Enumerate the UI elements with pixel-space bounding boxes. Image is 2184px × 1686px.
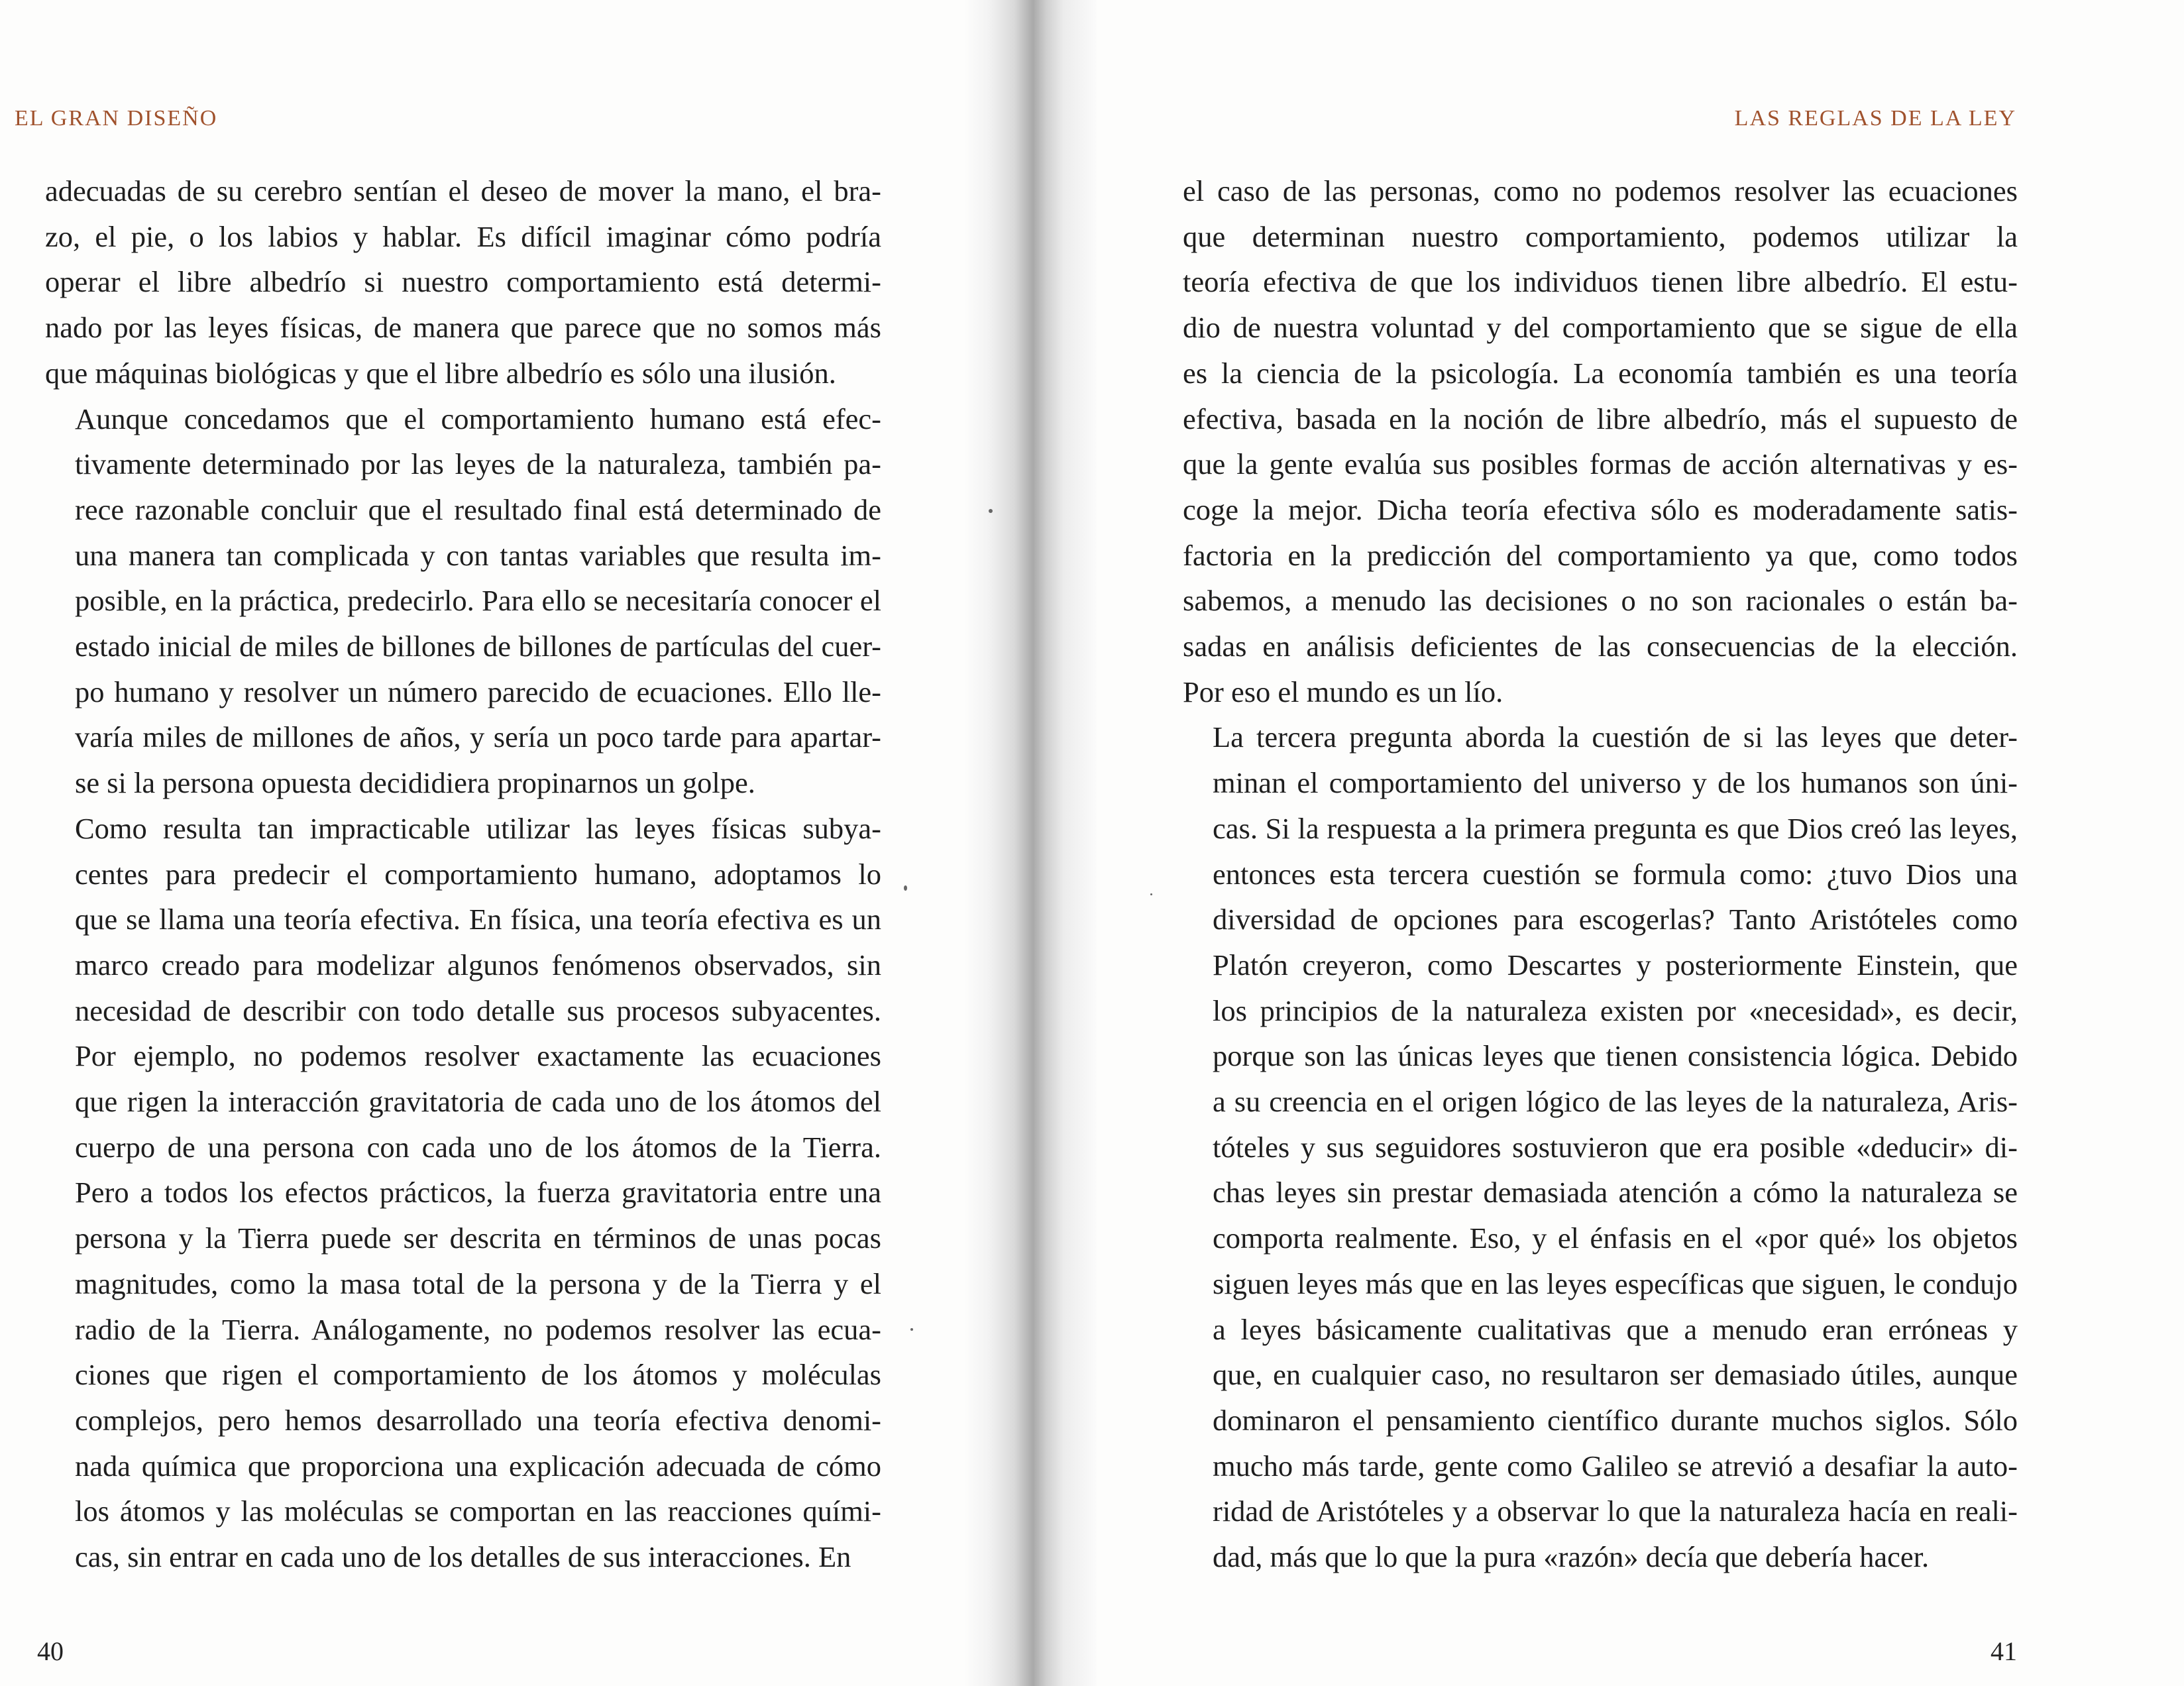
text-line: a leyes básicamente cualitativas que a menudo eran erróneas y — [1213, 1312, 2018, 1346]
text-line: tivamente determinado por las leyes de la naturaleza, también pa- — [75, 447, 881, 481]
text-line: ciones que rigen el comportamiento de los átomos y moléculas — [75, 1358, 881, 1392]
text-line: necesidad de describir con todo detalle sus procesos subyacentes. — [75, 993, 881, 1027]
text-line: mucho más tarde, gente como Galileo se atrevió a desafiar la auto- — [1213, 1449, 2018, 1483]
text-line: dad, más que lo que la pura «razón» decía que debería hacer. — [1213, 1540, 1930, 1574]
text-line: que se llama una teoría efectiva. En física, una teoría efectiva es un — [75, 903, 881, 936]
text-line: estado inicial de miles de billones de billones de partículas del cuer- — [75, 630, 881, 663]
text-line: marco creado para modelizar algunos fenómenos observados, sin — [75, 948, 881, 982]
left-running-head: EL GRAN DISEÑO — [15, 106, 218, 131]
right-page-number: 41 — [1991, 1636, 2017, 1666]
text-line: posible, en la práctica, predecirlo. Para ello se necesitaría conocer el — [75, 584, 881, 618]
text-line: radio de la Tierra. Análogamente, no podemos resolver las ecua- — [75, 1312, 881, 1346]
text-line: siguen leyes más que en las leyes específicas que siguen, le condujo — [1213, 1266, 2018, 1300]
text-line: dominaron el pensamiento científico durante muchos siglos. Sólo — [1213, 1403, 2018, 1437]
text-line: ridad de Aristóteles y a observar lo que la naturaleza hacía en reali- — [1213, 1494, 2018, 1528]
text-line: tóteles y sus seguidores sostuvieron que era posible «deducir» di- — [1213, 1130, 2018, 1164]
text-line: magnitudes, como la masa total de la persona y de la Tierra y el — [75, 1266, 881, 1300]
text-line: que determinan nuestro comportamiento, podemos utilizar la — [1183, 219, 2018, 253]
text-line: persona y la Tierra puede ser descrita en términos de unas pocas — [75, 1221, 881, 1255]
text-line: chas leyes sin prestar demasiada atención a cómo la naturaleza se — [1213, 1176, 2018, 1209]
text-line: factoria en la predicción del comportamiento ya que, como todos — [1183, 538, 2018, 572]
text-line: rece razonable concluir que el resultado final está determinado de — [75, 492, 881, 526]
text-line: entonces esta tercera cuestión se formula como: ¿tuvo Dios una — [1213, 857, 2018, 891]
text-line: comporta realmente. Eso, y el énfasis en el «por qué» los objetos — [1213, 1221, 2018, 1255]
text-line: Pero a todos los efectos prácticos, la fuerza gravitatoria entre una — [75, 1176, 881, 1209]
text-line: cas, sin entrar en cada uno de los detalles de sus interacciones. En — [75, 1540, 851, 1574]
text-line: se si la persona opuesta decididiera propinarnos un golpe. — [75, 766, 755, 800]
paragraph — [1183, 714, 2018, 1579]
text-line: zo, el pie, o los labios y hablar. Es difícil imaginar cómo podría — [45, 219, 881, 253]
text-line: porque son las únicas leyes que tienen consistencia lógica. Debido — [1213, 1039, 2018, 1073]
right-page-body-text — [1183, 168, 2018, 1580]
text-line: una manera tan complicada y con tantas variables que resulta im- — [75, 538, 881, 572]
text-line: Como resulta tan impracticable utilizar las leyes físicas subya- — [75, 811, 881, 845]
text-line: La tercera pregunta aborda la cuestión de si las leyes que deter- — [1213, 720, 2018, 754]
text-line: complejos, pero hemos desarrollado una teoría efectiva denomi- — [75, 1403, 881, 1437]
book-gutter-shadow — [964, 0, 1097, 1686]
print-speck — [1150, 893, 1152, 895]
text-line: el caso de las personas, como no podemos resolver las ecuaciones — [1183, 174, 2018, 207]
left-page-number: 40 — [37, 1636, 64, 1666]
text-line: cuerpo de una persona con cada uno de los átomos de la Tierra. — [75, 1130, 881, 1164]
text-line: que rigen la interacción gravitatoria de cada uno de los átomos del — [75, 1085, 881, 1119]
text-line: dio de nuestra voluntad y del comportamiento que se sigue de ella — [1183, 311, 2018, 345]
right-running-head: LAS REGLAS DE LA LEY — [1734, 106, 2016, 131]
text-line: que la gente evalúa sus posibles formas de acción alternativas y es- — [1183, 447, 2018, 481]
print-speck — [910, 1328, 913, 1331]
text-line: po humano y resolver un número parecido de ecuaciones. Ello lle- — [75, 675, 881, 708]
text-line: diversidad de opciones para escogerlas? Tanto Aristóteles como — [1213, 903, 2018, 936]
text-line: efectiva, basada en la noción de libre albedrío, más el supuesto de — [1183, 402, 2018, 435]
print-speck — [904, 885, 907, 891]
text-line: teoría efectiva de que los individuos tienen libre albedrío. El estu- — [1183, 265, 2018, 299]
text-line: nado por las leyes físicas, de manera que parece que no somos más — [45, 311, 881, 345]
text-line: coge la mejor. Dicha teoría efectiva sólo es moderadamente satis- — [1183, 492, 2018, 526]
text-line: minan el comportamiento del universo y de los humanos son úni- — [1213, 766, 2018, 800]
text-line: adecuadas de su cerebro sentían el deseo de mover la mano, el bra- — [45, 174, 881, 207]
left-page-body-text — [45, 168, 881, 1580]
text-line: Por ejemplo, no podemos resolver exactamente las ecuaciones — [75, 1039, 881, 1073]
text-line: que, en cualquier caso, no resultaron ser demasiado útiles, aunque — [1213, 1358, 2018, 1392]
text-line: Aunque concedamos que el comportamiento humano está efec- — [75, 402, 881, 435]
paragraph — [45, 168, 881, 396]
print-speck — [989, 509, 993, 513]
text-line: sadas en análisis deficientes de las consecuencias de la elección. — [1183, 630, 2018, 663]
text-line: que máquinas biológicas y que el libre albedrío es sólo una ilusión. — [45, 356, 836, 390]
text-line: centes para predecir el comportamiento humano, adoptamos lo — [75, 857, 881, 891]
text-line: cas. Si la respuesta a la primera pregunta es que Dios creó las leyes, — [1213, 811, 2018, 845]
paragraph — [1183, 168, 2018, 714]
text-line: Por eso el mundo es un lío. — [1183, 675, 1503, 708]
paragraph — [45, 806, 881, 1580]
text-line: nada química que proporciona una explicación adecuada de cómo — [75, 1449, 881, 1483]
text-line: varía miles de millones de años, y sería un poco tarde para apartar- — [75, 720, 881, 754]
text-line: Platón creyeron, como Descartes y posteriormente Einstein, que — [1213, 948, 2018, 982]
text-line: los átomos y las moléculas se comportan en las reacciones quími- — [75, 1494, 881, 1528]
text-line: sabemos, a menudo las decisiones o no son racionales o están ba- — [1183, 584, 2018, 618]
text-line: es la ciencia de la psicología. La economía también es una teoría — [1183, 356, 2018, 390]
text-line: los principios de la naturaleza existen por «necesidad», es decir, — [1213, 993, 2018, 1027]
text-line: operar el libre albedrío si nuestro comportamiento está determi- — [45, 265, 881, 299]
paragraph — [45, 396, 881, 806]
text-line: a su creencia en el origen lógico de las leyes de la naturaleza, Aris- — [1213, 1085, 2018, 1119]
